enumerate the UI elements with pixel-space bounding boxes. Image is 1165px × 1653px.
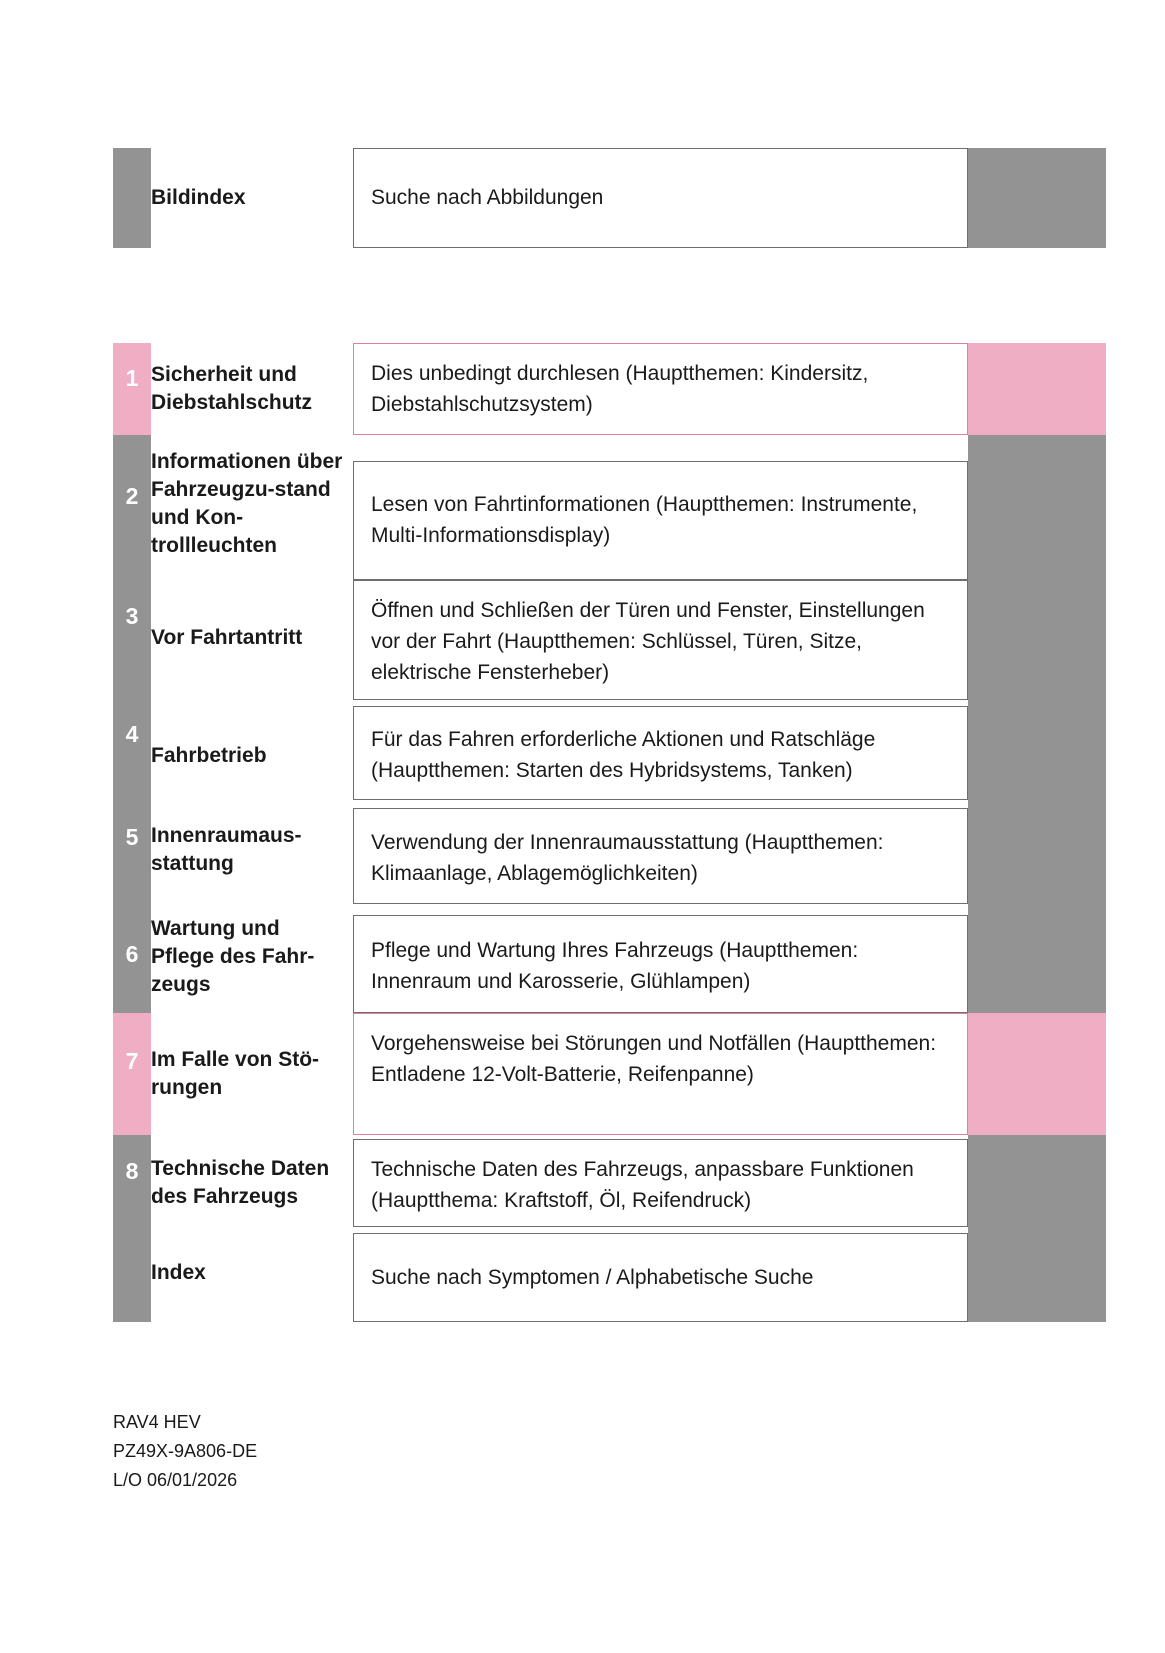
section-title: Sicherheit und Diebstahlschutz xyxy=(151,363,313,414)
section-title: Vor Fahrtantritt xyxy=(151,626,303,649)
section-number: 7 xyxy=(125,1048,139,1074)
section-description-box xyxy=(353,915,968,1013)
section-tab-left xyxy=(113,1227,151,1322)
section-row-index[interactable] xyxy=(113,1227,1106,1322)
sections-list xyxy=(113,343,1106,1322)
section-title: Fahrbetrieb xyxy=(151,744,267,767)
footer-model: RAV4 HEV xyxy=(113,1412,201,1432)
section-title: Bildindex xyxy=(151,186,246,209)
section-tab-right xyxy=(968,800,1106,905)
section-description-box xyxy=(353,1139,968,1227)
section-description-box xyxy=(353,148,968,248)
section-row-8[interactable] xyxy=(113,1135,1106,1227)
section-description-box xyxy=(353,1013,968,1135)
section-number: 6 xyxy=(125,941,139,967)
section-tab-left xyxy=(113,148,151,248)
section-tab-right xyxy=(968,580,1106,700)
section-tab-left xyxy=(113,700,151,800)
section-row-4[interactable] xyxy=(113,700,1106,800)
section-row-3[interactable] xyxy=(113,580,1106,700)
section-title: Innenraumaus-stattung xyxy=(151,824,302,875)
section-row-6[interactable] xyxy=(113,905,1106,1013)
section-number: 8 xyxy=(125,1158,139,1184)
section-number: 5 xyxy=(125,824,139,850)
section-description-box xyxy=(353,706,968,800)
section-description: Vorgehensweise bei Störungen und Notfällen (Hauptthemen: Entladene 12-Volt-Batterie, Reifenpanne) xyxy=(371,1032,937,1086)
footer-issue-date: L/O 06/01/2026 xyxy=(113,1470,238,1490)
section-tab-left xyxy=(113,800,151,905)
section-description-box xyxy=(353,580,968,700)
section-tab-right xyxy=(968,1227,1106,1322)
section-number: 4 xyxy=(125,721,139,747)
section-row-7[interactable] xyxy=(113,1013,1106,1135)
section-description: Dies unbedingt durchlesen (Hauptthemen: Kindersitz, Diebstahlschutzsystem) xyxy=(371,362,869,416)
section-description-box xyxy=(353,461,968,580)
section-tab-right xyxy=(968,905,1106,1013)
section-description: Technische Daten des Fahrzeugs, anpassbare Funktionen (Hauptthema: Kraftstoff, Öl, Reifendruck) xyxy=(371,1158,914,1212)
section-description: Pflege und Wartung Ihres Fahrzeugs (Hauptthemen: Innenraum und Karosserie, Glühlampen) xyxy=(371,939,859,993)
section-title: Informationen über Fahrzeugzu-stand und Kon-trollleuchten xyxy=(151,450,343,557)
section-tab-right xyxy=(968,343,1106,435)
section-description: Verwendung der Innenraumausstattung (Hauptthemen: Klimaanlage, Ablagemöglichkeiten) xyxy=(371,831,884,885)
section-tab-right xyxy=(968,1013,1106,1135)
section-description-box xyxy=(353,1233,968,1322)
section-tab-left xyxy=(113,580,151,700)
section-description-box xyxy=(353,808,968,904)
section-row-5[interactable] xyxy=(113,800,1106,905)
section-description: Öffnen und Schließen der Türen und Fenster, Einstellungen vor der Fahrt (Hauptthemen: Schlüssel, Türen, Sitze, elektrische Fensterheber) xyxy=(371,599,925,684)
section-title: Technische Daten des Fahrzeugs xyxy=(151,1157,330,1208)
section-description: Lesen von Fahrtinformationen (Hauptthemen: Instrumente, Multi-Informationsdisplay) xyxy=(371,493,918,547)
section-title: Im Falle von Stö-rungen xyxy=(151,1048,320,1099)
section-number: 3 xyxy=(125,603,139,629)
footer-block xyxy=(113,1408,257,1495)
section-number: 2 xyxy=(125,483,139,509)
section-row-1[interactable] xyxy=(113,343,1106,435)
section-description: Suche nach Abbildungen xyxy=(371,186,604,209)
footer-part-number: PZ49X-9A806-DE xyxy=(113,1441,258,1461)
section-description-box xyxy=(353,343,968,435)
section-row-2[interactable] xyxy=(113,435,1106,580)
section-description: Für das Fahren erforderliche Aktionen und Ratschläge (Hauptthemen: Starten des Hybridsystems, Tanken) xyxy=(371,728,876,782)
section-row-bildindex xyxy=(113,148,1106,248)
section-number: 1 xyxy=(125,365,139,391)
section-tab-right xyxy=(968,700,1106,800)
section-description: Suche nach Symptomen / Alphabetische Suche xyxy=(371,1266,814,1289)
section-tab-right xyxy=(968,1135,1106,1227)
section-tab-right xyxy=(968,148,1106,248)
section-tab-right xyxy=(968,435,1106,580)
section-title: Wartung und Pflege des Fahr-zeugs xyxy=(151,917,315,996)
section-title: Index xyxy=(151,1261,206,1284)
